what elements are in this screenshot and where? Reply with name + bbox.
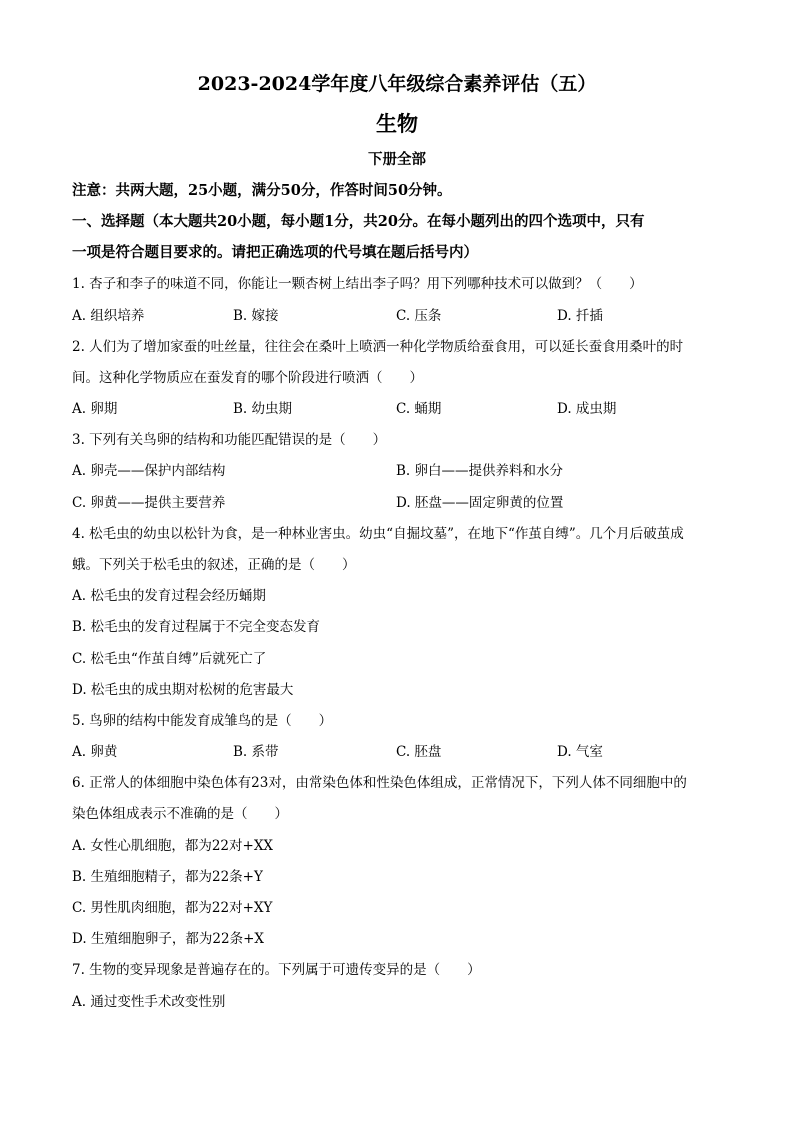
section-heading: 一、选择题（本大题共20小题，每小题1分，共20分。在每小题列出的四个选项中，只有: [72, 213, 645, 230]
option-d[interactable]: D. 生殖细胞卵子，都为22条+X: [72, 931, 265, 947]
option-c[interactable]: C. 胚盘: [396, 744, 442, 760]
question-stem-cont: 染色体组成表示不准确的是（ ）: [72, 806, 288, 822]
option-a[interactable]: A. 松毛虫的发育过程会经历蛹期: [72, 588, 266, 604]
option-a[interactable]: A. 组织培养: [72, 308, 145, 324]
option-d[interactable]: D. 扦插: [557, 308, 603, 324]
option-b[interactable]: B. 松毛虫的发育过程属于不完全变态发育: [72, 619, 321, 635]
option-c[interactable]: C. 男性肌肉细胞，都为22对+XY: [72, 900, 273, 916]
question-stem: 5. 鸟卵的结构中能发育成雏鸟的是（ ）: [72, 713, 333, 729]
section-heading-cont: 一项是符合题目要求的。请把正确选项的代号填在题后括号内）: [72, 244, 478, 261]
option-c[interactable]: C. 压条: [396, 308, 442, 324]
question-stem-cont: 间。这种化学物质应在蚕发育的哪个阶段进行喷洒（ ）: [72, 370, 423, 386]
subject-title: 生物: [376, 111, 418, 136]
option-d[interactable]: D. 松毛虫的成虫期对松树的危害最大: [72, 682, 294, 698]
option-a[interactable]: A. 女性心肌细胞，都为22对+XX: [72, 838, 274, 854]
question-stem: 7. 生物的变异现象是普遍存在的。下列属于可遗传变异的是（ ）: [72, 962, 481, 978]
question-stem: 6. 正常人的体细胞中染色体有23对，由常染色体和性染色体组成，正常情况下，下列人体不同细胞中的: [72, 775, 687, 791]
option-b[interactable]: B. 卵白——提供养料和水分: [396, 463, 564, 479]
option-b[interactable]: B. 生殖细胞精子，都为22条+Y: [72, 869, 263, 885]
option-a[interactable]: A. 卵壳——保护内部结构: [72, 463, 226, 479]
option-a[interactable]: A. 卵黄: [72, 744, 118, 760]
option-a[interactable]: A. 卵期: [72, 401, 118, 417]
exam-notice: 注意：共两大题，25小题，满分50分，作答时间50分钟。: [72, 182, 452, 199]
option-c[interactable]: C. 蛹期: [396, 401, 442, 417]
page-title: 2023-2024学年度八年级综合素养评估（五）: [197, 73, 597, 95]
option-b[interactable]: B. 幼虫期: [233, 401, 293, 417]
option-d[interactable]: D. 胚盘——固定卵黄的位置: [396, 495, 564, 511]
option-c[interactable]: C. 松毛虫“作茧自缚”后就死亡了: [72, 651, 267, 667]
question-stem: 3. 下列有关鸟卵的结构和功能匹配错误的是（ ）: [72, 432, 387, 448]
question-stem: 4. 松毛虫的幼虫以松针为食，是一种林业害虫。幼虫“自掘坟墓”，在地下“作茧自缚”。几个月后破茧成: [72, 526, 684, 542]
option-d[interactable]: D. 成虫期: [557, 401, 617, 417]
option-d[interactable]: D. 气室: [557, 744, 603, 760]
option-b[interactable]: B. 嫁接: [233, 308, 279, 324]
question-stem: 2. 人们为了增加家蚕的吐丝量，往往会在桑叶上喷洒一种化学物质给蚕食用，可以延长蚕食用桑叶的时: [72, 339, 684, 355]
scope-label: 下册全部: [368, 151, 426, 168]
question-stem-cont: 蛾。下列关于松毛虫的叙述，正确的是（ ）: [72, 557, 356, 573]
option-c[interactable]: C. 卵黄——提供主要营养: [72, 495, 226, 511]
option-a[interactable]: A. 通过变性手术改变性别: [72, 994, 226, 1010]
option-b[interactable]: B. 系带: [233, 744, 279, 760]
question-stem: 1. 杏子和李子的味道不同，你能让一颗杏树上结出李子吗？用下列哪种技术可以做到？（ ）: [72, 276, 643, 292]
